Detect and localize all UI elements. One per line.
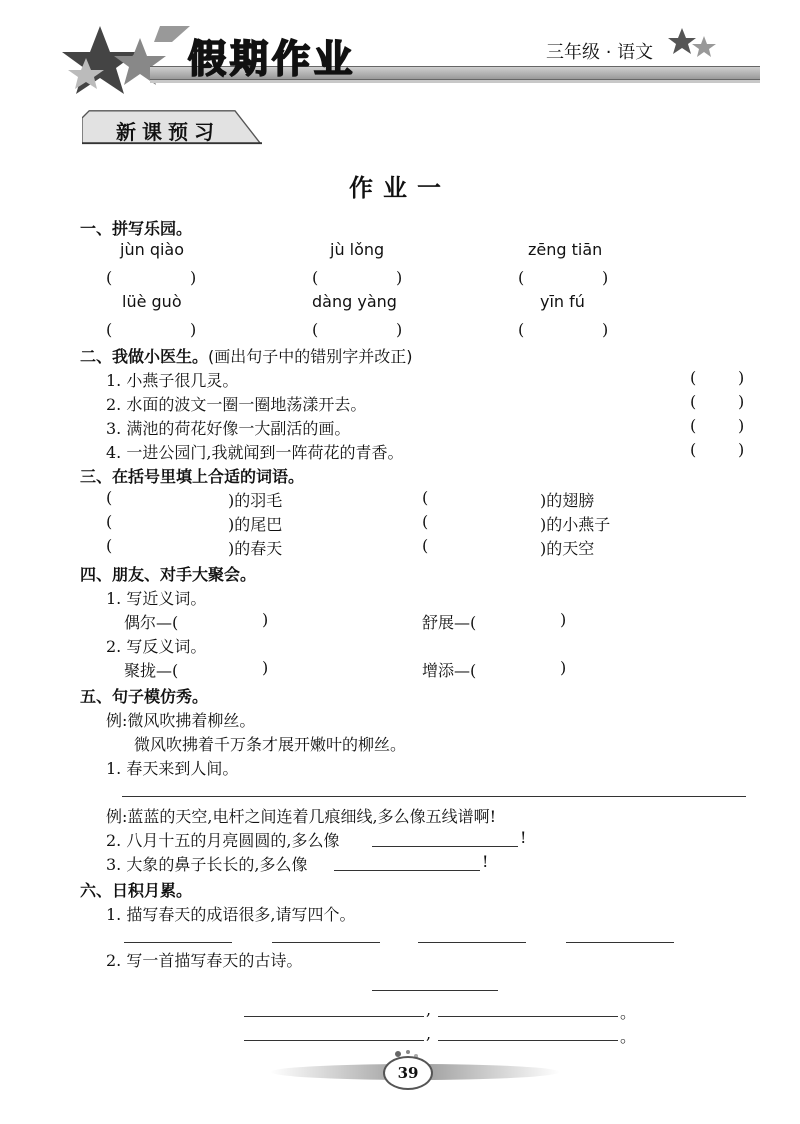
q5-example1-b: 微风吹拂着千万条才展开嫩叶的柳丝。 xyxy=(134,735,407,754)
answer-paren-open: ( xyxy=(518,268,525,287)
answer-paren-open: ( xyxy=(312,320,319,339)
q3-left-1: )的羽毛 xyxy=(228,491,283,510)
answer-paren-open: ( xyxy=(312,268,319,287)
q5-item2: 2. 八月十五的月亮圆圆的,多么像 xyxy=(106,831,340,850)
poem-line[interactable] xyxy=(244,1040,424,1041)
period: 。 xyxy=(620,1003,637,1022)
answer-paren-close: ) xyxy=(190,268,197,287)
answer-line[interactable] xyxy=(566,942,674,943)
q5-item3: 3. 大象的鼻子长长的,多么像 xyxy=(106,855,308,874)
answer-paren-close: ) xyxy=(396,320,403,339)
poem-line[interactable] xyxy=(438,1016,618,1017)
q4-title: 四、朋友、对手大聚会。 xyxy=(80,565,257,584)
pinyin-3: zēng tiān xyxy=(528,240,603,259)
answer-paren-close: ) xyxy=(602,268,609,287)
answer-paren-open: ( xyxy=(422,488,429,507)
header-star-decoration-icon xyxy=(60,18,190,108)
end-mark: ! xyxy=(482,852,489,871)
homework-title: 作业一 xyxy=(349,174,451,202)
q3-right-1: )的翅膀 xyxy=(540,491,595,510)
pinyin-4: lüè guò xyxy=(122,292,182,311)
q4-syn2: 舒展—( xyxy=(422,613,477,632)
header-stars-small-icon xyxy=(668,26,718,66)
answer-paren-close: ) xyxy=(738,392,745,411)
q2-item-3: 3. 满池的荷花好像一大副活的画。 xyxy=(106,419,351,438)
answer-paren-close: ) xyxy=(560,658,567,677)
poem-line[interactable] xyxy=(244,1016,424,1017)
pinyin-1: jùn qiào xyxy=(120,240,185,259)
q6-item2: 2. 写一首描写春天的古诗。 xyxy=(106,951,303,970)
answer-paren-close: ) xyxy=(560,610,567,629)
q4-sub1: 1. 写近义词。 xyxy=(106,589,207,608)
answer-line[interactable] xyxy=(372,846,518,847)
answer-paren-open: ( xyxy=(106,320,113,339)
answer-line[interactable] xyxy=(272,942,380,943)
q5-example2: 例:蓝蓝的天空,电杆之间连着几痕细线,多么像五线谱啊! xyxy=(106,807,496,826)
comma: , xyxy=(426,1024,432,1043)
answer-paren-close: ) xyxy=(190,320,197,339)
answer-paren-open: ( xyxy=(422,512,429,531)
answer-paren-close: ) xyxy=(738,440,745,459)
answer-line[interactable] xyxy=(418,942,526,943)
q6-item1: 1. 描写春天的成语很多,请写四个。 xyxy=(106,905,356,924)
grade-subject: 三年级 · 语文 xyxy=(546,42,654,63)
q6-title: 六、日积月累。 xyxy=(80,881,193,900)
q5-title: 五、句子模仿秀。 xyxy=(80,687,209,706)
answer-paren-open: ( xyxy=(106,268,113,287)
header-title: 假期作业 xyxy=(188,37,357,81)
q2-title: 二、我做小医生。(画出句子中的错别字并改正) xyxy=(80,347,413,366)
answer-paren-open: ( xyxy=(690,416,697,435)
q4-syn1: 偶尔—( xyxy=(124,613,179,632)
q3-right-2: )的小燕子 xyxy=(540,515,611,534)
answer-paren-open: ( xyxy=(690,368,697,387)
answer-paren-open: ( xyxy=(106,512,113,531)
q5-item1: 1. 春天来到人间。 xyxy=(106,759,239,778)
answer-paren-close: ) xyxy=(602,320,609,339)
pinyin-6: yīn fú xyxy=(540,292,585,311)
period: 。 xyxy=(620,1027,637,1046)
answer-paren-open: ( xyxy=(690,392,697,411)
answer-paren-open: ( xyxy=(690,440,697,459)
q2-note: (画出句子中的错别字并改正) xyxy=(208,347,413,366)
q3-right-3: )的天空 xyxy=(540,539,595,558)
q3-left-2: )的尾巴 xyxy=(228,515,283,534)
q4-sub2: 2. 写反义词。 xyxy=(106,637,207,656)
q2-item-4: 4. 一进公园门,我就闻到一阵荷花的青香。 xyxy=(106,443,404,462)
answer-line[interactable] xyxy=(334,870,480,871)
answer-paren-open: ( xyxy=(518,320,525,339)
pinyin-2: jù lǒng xyxy=(330,240,385,259)
q4-ant2: 增添—( xyxy=(422,661,477,680)
q2-item-1: 1. 小燕子很几灵。 xyxy=(106,371,239,390)
answer-paren-open: ( xyxy=(422,536,429,555)
page-number: 39 xyxy=(383,1056,433,1090)
q1-title: 一、拼写乐园。 xyxy=(80,219,193,238)
answer-paren-open: ( xyxy=(106,536,113,555)
q4-ant1: 聚拢—( xyxy=(124,661,179,680)
answer-paren-open: ( xyxy=(106,488,113,507)
answer-paren-close: ) xyxy=(738,368,745,387)
q3-title: 三、在括号里填上合适的词语。 xyxy=(80,467,305,486)
pinyin-5: dàng yàng xyxy=(312,292,397,311)
answer-paren-close: ) xyxy=(262,610,269,629)
section-label: 新课预习 xyxy=(116,120,220,144)
poem-line[interactable] xyxy=(438,1040,618,1041)
answer-paren-close: ) xyxy=(396,268,403,287)
answer-paren-close: ) xyxy=(738,416,745,435)
comma: , xyxy=(426,1000,432,1019)
answer-line[interactable] xyxy=(124,942,232,943)
q3-left-3: )的春天 xyxy=(228,539,283,558)
answer-paren-close: ) xyxy=(262,658,269,677)
poem-title-line[interactable] xyxy=(372,990,498,991)
answer-line[interactable] xyxy=(122,796,746,797)
q5-example1-a: 例:微风吹拂着柳丝。 xyxy=(106,711,256,730)
q2-item-2: 2. 水面的波文一圈一圈地荡漾开去。 xyxy=(106,395,367,414)
end-mark: ! xyxy=(520,828,527,847)
